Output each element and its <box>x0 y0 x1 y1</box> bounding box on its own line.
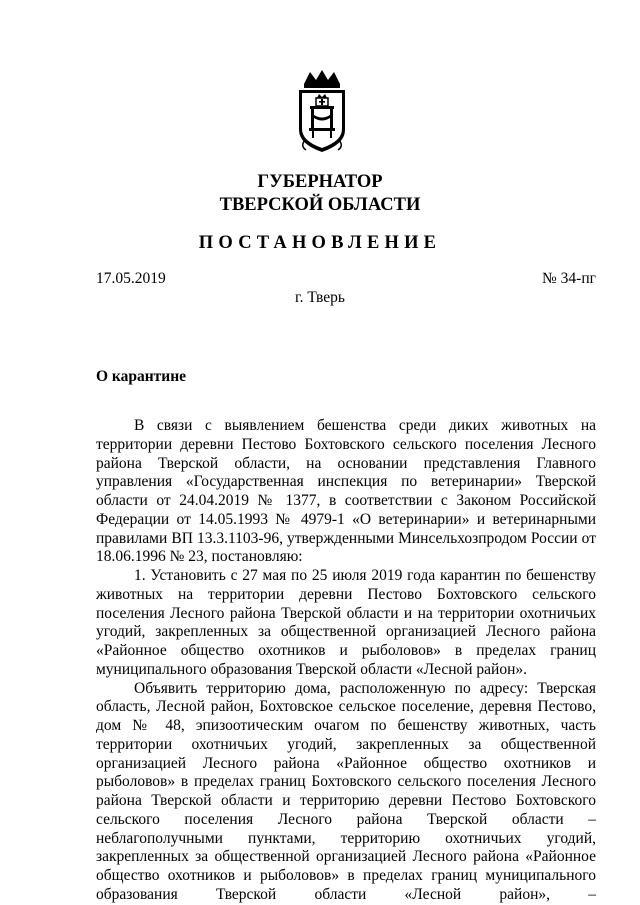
document-date: 17.05.2019 <box>96 270 166 287</box>
paragraph-item-1: 1. Установить с 27 мая по 25 июля 2019 года карантин по бешенству животных на территории деревни Пестово Бохтовского сельского поселения Лесного района Тверской области и на территории охотничьих угодий, закрепленных за общественной организацией Лесного района «Районное общество охотников и рыболовов» в пределах границ муниципального образования Тверской области «Лесной район». <box>96 567 596 678</box>
document-body <box>96 417 596 905</box>
authority-title-line1: ГУБЕРНАТОР <box>257 172 383 192</box>
tver-coat-of-arms-icon <box>296 70 348 154</box>
document-city: г. Тверь <box>295 289 345 306</box>
paragraph-preamble: В связи с выявлением бешенства среди диких животных на территории деревни Пестово Бохтовского сельского поселения Лесного района Тверской области, на основании представления Главного управления «Государственная инспекция по ветеринарии» Тверской области от 24.04.2019 № 1377, в соответствии с Законом Российской Федерации от 14.05.1993 № 4979-1 «О ветеринарии» и ветеринарными правилами ВП 13.3.1103-96, утвержденными Минсельхозпродом России от 18.06.1996 № 23, постановляю: <box>96 417 596 566</box>
document-number: № 34-пг <box>542 270 596 287</box>
paragraph-declaration: Объявить территорию дома, расположенную по адресу: Тверская область, Лесной район, Бохтовское сельское поселение, деревня Пестово, дом № 48, эпизоотическим очагом по бешенству животных, часть территории охотничьих угодий, закрепленных за общественной организацией Лесного района «Районное общество охотников и рыболовов» в пределах границ Бохтовского сельского поселения Лесного района Тверской области и территорию деревни Пестово Бохтовского сельского поселения Лесного района Тверской области – неблагополучными пунктами, территорию охотничьих угодий, закрепленных за общественной организацией Лесного района «Районное общество охотников и рыболовов» в пределах границ муниципального образования Тверской области «Лесной район», – <box>96 679 596 903</box>
document-type-title: ПОСТАНОВЛЕНИЕ <box>198 233 442 253</box>
document-subject: О карантине <box>96 368 187 385</box>
authority-title-line2: ТВЕРСКОЙ ОБЛАСТИ <box>219 195 421 215</box>
